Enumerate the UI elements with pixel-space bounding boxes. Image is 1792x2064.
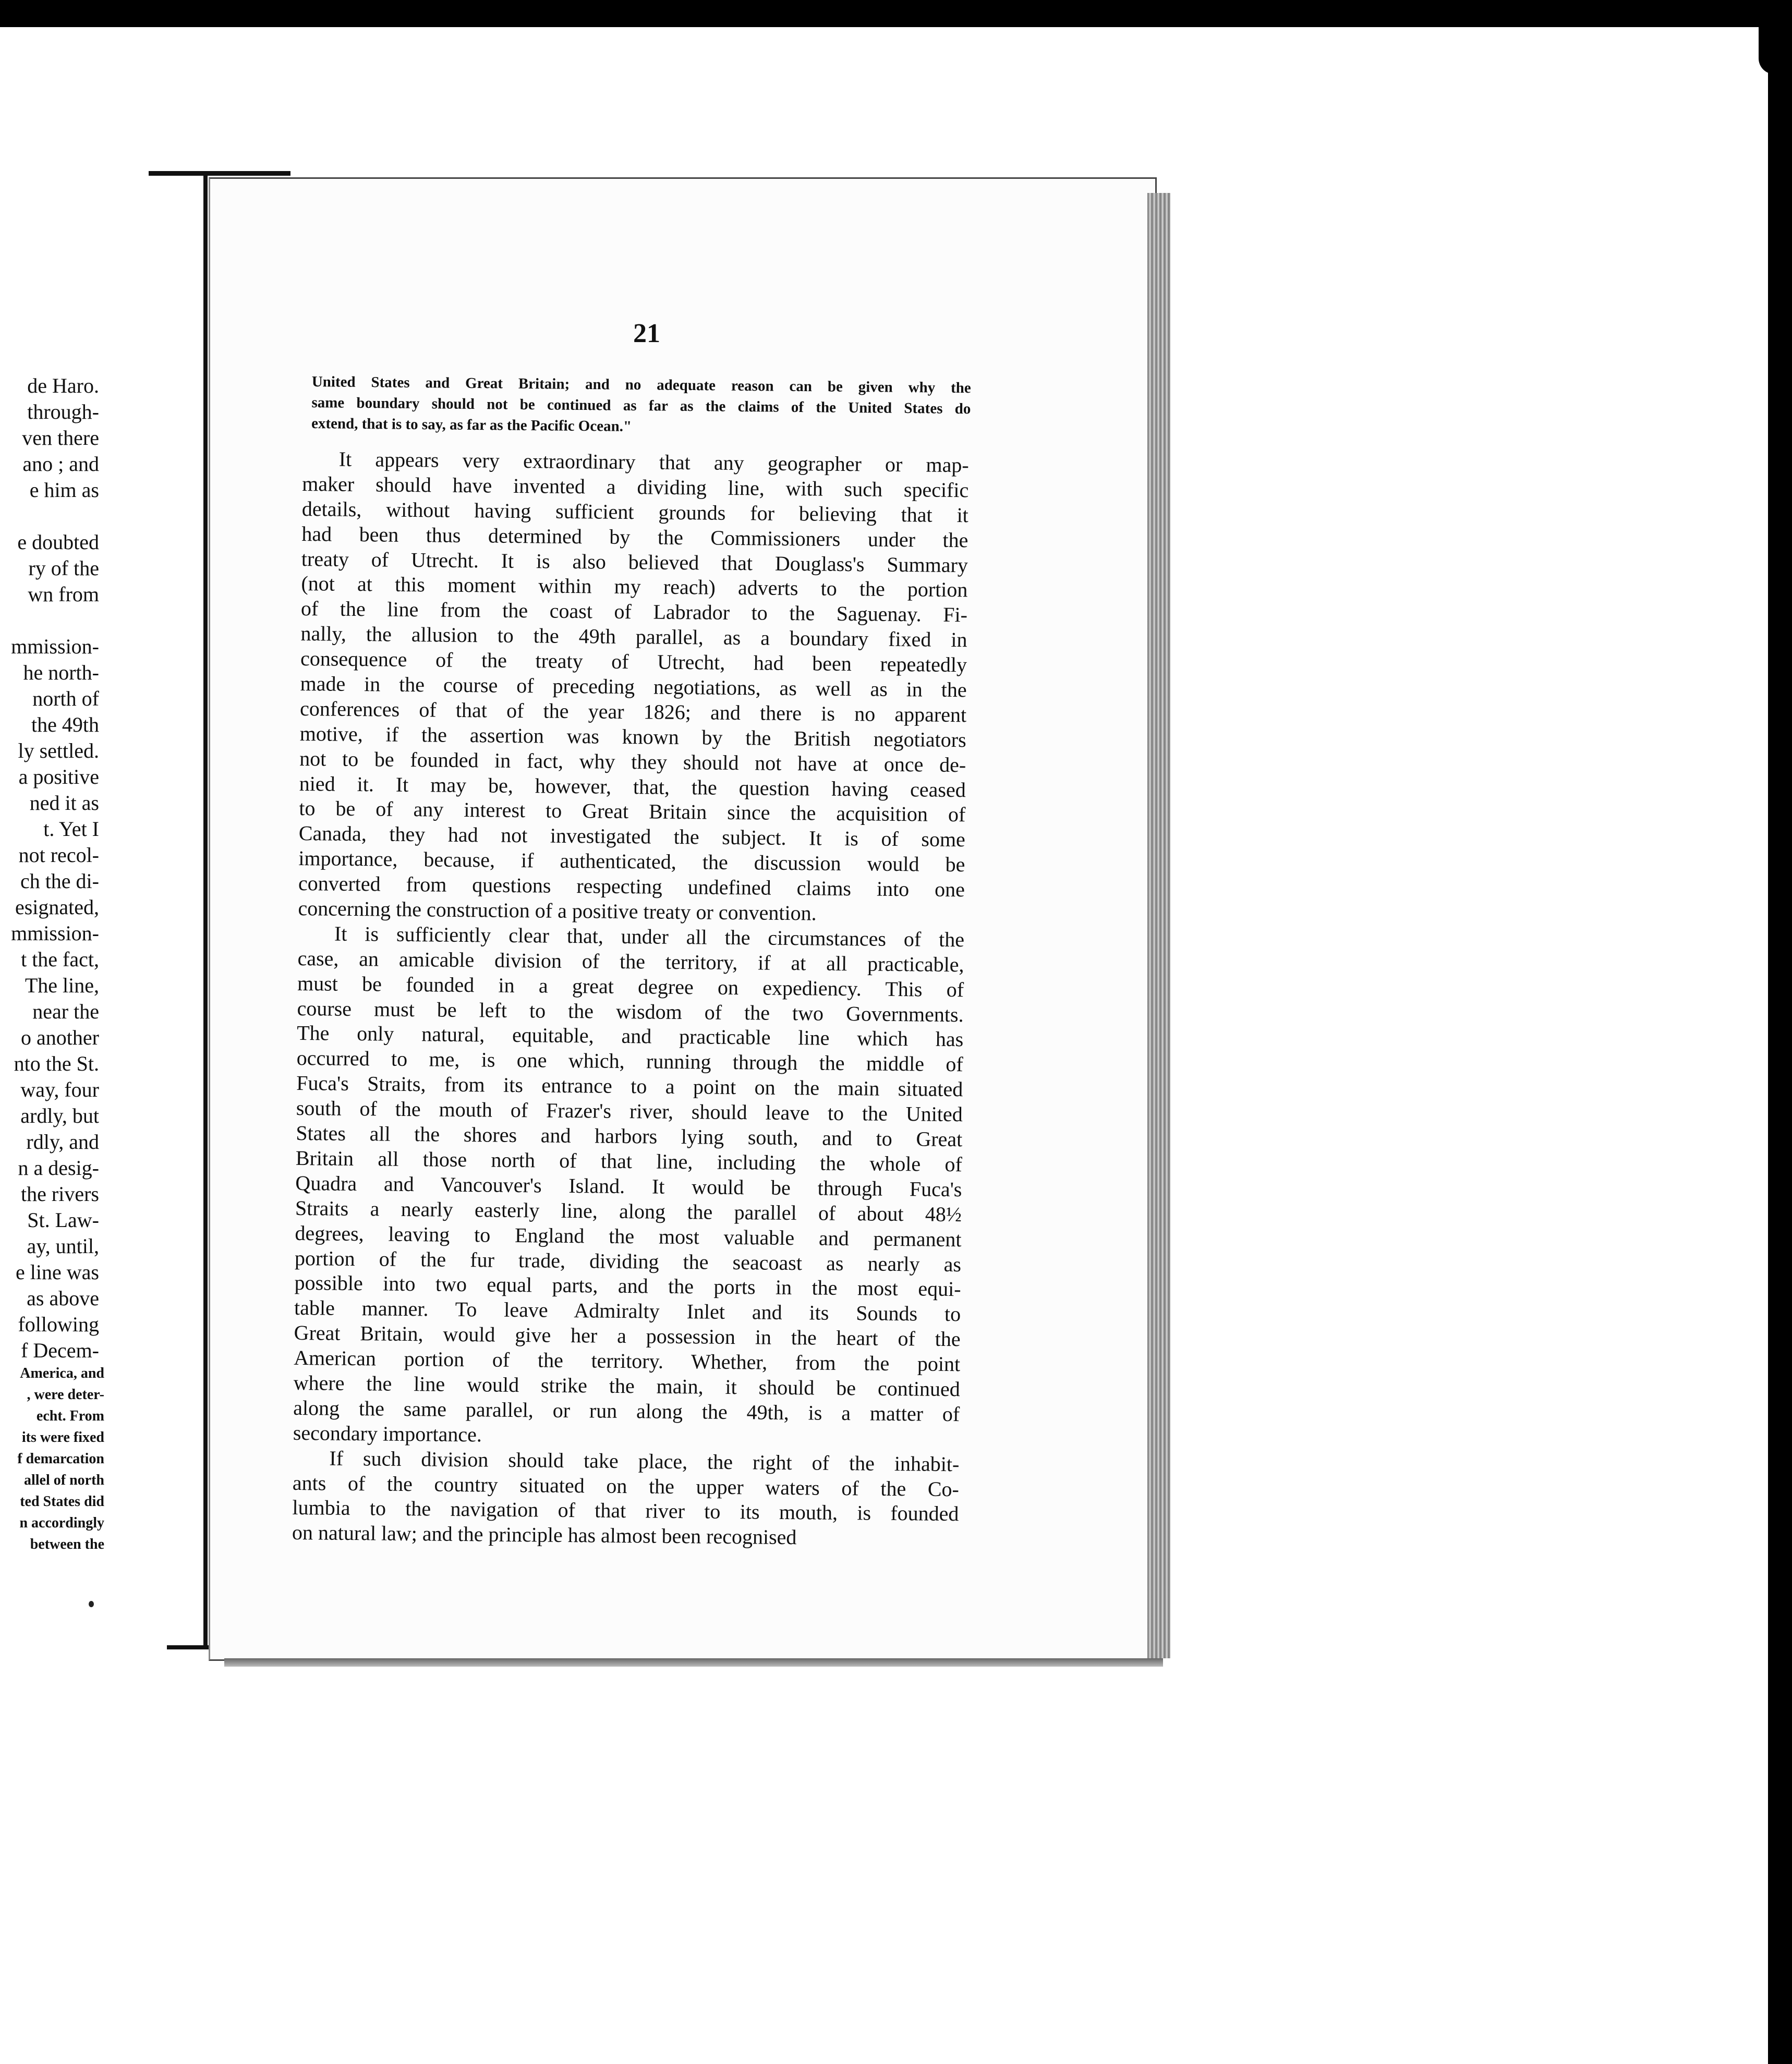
text-line: rdly, and (26, 1130, 99, 1154)
text-line: ano ; and (22, 452, 99, 476)
text-line: near the (32, 1000, 99, 1023)
text-line: concerning the construction of a positive treaty or convention. (298, 896, 817, 925)
text-line: of the line from the coast of Labrador to the Saguenay. Fi- (300, 597, 968, 627)
quoted-footnote-block (311, 371, 971, 440)
text-line: case, an amicable division of the territory, if at all practicable, (297, 946, 964, 977)
text-line: (not at this moment within my reach) adverts to the portion (301, 572, 968, 602)
text-line: ay, until, (27, 1234, 99, 1258)
text-line (0, 503, 99, 529)
text-line: consequence of the treaty of Utrecht, had been repeatedly (300, 647, 967, 677)
text-line: lumbia to the navigation of that river to its mouth, is founded (292, 1496, 959, 1526)
left-page-text-column (0, 373, 99, 1364)
left-page (0, 172, 206, 1632)
text-line: details, without having sufficient grounds for believing that it (301, 496, 969, 527)
text-line: Fuca's Straits, from its entrance to a point on the main situated (296, 1071, 963, 1101)
text-line: ants of the country situated on the upper waters of the Co- (292, 1471, 960, 1501)
text-line: f demarcation (17, 1451, 104, 1467)
text-line: ry of the (28, 556, 99, 580)
text-line: American portion of the territory. Whether, from the point (294, 1345, 961, 1376)
page-stack-bottom (224, 1658, 1163, 1667)
text-line: It appears very extraordinary that any geographer or map- (338, 447, 969, 477)
text-line: maker should have invented a dividing line, with such specific (302, 471, 969, 502)
binding-gutter (203, 172, 208, 1648)
text-line: Great Britain, would give her a possession in the heart of the (294, 1321, 961, 1351)
text-line: had been thus determined by the Commissioners under the (301, 521, 968, 552)
text-line: echt. From (36, 1408, 104, 1424)
text-line: to be of any interest to Great Britain since the acquisition of (299, 796, 966, 827)
text-line: America, and (20, 1365, 104, 1381)
text-line: mmission- (11, 635, 99, 658)
body-text-block (292, 446, 969, 1551)
text-line: St. Law- (27, 1208, 99, 1232)
text-line: ned it as (29, 791, 99, 815)
text-line: table manner. To leave Admiralty Inlet and its Sounds to (294, 1296, 961, 1326)
scan-right-border (1768, 0, 1792, 2064)
text-line: south of the mouth of Frazer's river, should leave to the United (296, 1096, 963, 1126)
text-line: course must be left to the wisdom of the two Governments. (297, 996, 964, 1026)
text-line: made in the course of preceding negotiations, as well as in the (300, 671, 967, 702)
text-line: occurred to me, is one which, running through the middle of (296, 1046, 963, 1076)
text-line: degrees, leaving to England the most valuable and permanent (295, 1221, 962, 1251)
text-line: allel of north (24, 1472, 104, 1488)
text-line: through- (27, 400, 99, 423)
text-line: It is sufficiently clear that, under all the circumstances of the (334, 921, 965, 952)
text-line: e him as (29, 478, 99, 502)
text-line: States all the shores and harbors lying south, and to Great (296, 1121, 963, 1151)
text-line: t the fact, (21, 948, 99, 971)
text-line: e line was (16, 1260, 99, 1284)
text-line: between the (30, 1536, 104, 1552)
text-line: nto the St. (14, 1052, 99, 1075)
text-line: e doubted (17, 530, 99, 554)
text-line: ardly, but (20, 1104, 99, 1127)
text-line: nied it. It may be, however, that, the question having ceased (299, 771, 966, 802)
text-line: north of (32, 687, 99, 710)
text-line: If such division should take place, the right of the inhabit- (329, 1446, 960, 1476)
text-line: secondary importance. (293, 1420, 482, 1447)
text-line: ch the di- (20, 869, 99, 893)
text-line: o another (21, 1026, 99, 1049)
text-line: must be founded in a great degree on expediency. This of (297, 971, 964, 1001)
text-line: the 49th (31, 713, 99, 736)
text-line: wn from (28, 582, 99, 606)
text-line: t. Yet I (43, 817, 99, 841)
text-line: esignated, (15, 895, 99, 919)
text-line: converted from questions respecting undefined claims into one (298, 871, 965, 902)
text-line: United States and Great Britain; and no adequate reason can be given why the (311, 373, 971, 397)
text-line: way, four (20, 1078, 99, 1101)
text-line: nally, the allusion to the 49th parallel, as a boundary fixed in (300, 622, 967, 652)
text-line: de Haro. (27, 374, 99, 397)
text-line: where the line would strike the main, it should be continued (293, 1370, 960, 1401)
page-stack-edge (1147, 193, 1170, 1658)
text-line: ted States did (20, 1494, 104, 1510)
text-line: he north- (23, 661, 99, 684)
text-line: along the same parallel, or run along the 49th, is a matter of (293, 1395, 960, 1426)
text-line: its were fixed (21, 1429, 104, 1446)
text-line: f Decem- (21, 1339, 99, 1362)
ink-spot (89, 1601, 94, 1607)
left-page-footnote-column (0, 1363, 104, 1555)
text-line: ven there (22, 426, 99, 450)
text-line: mmission- (11, 921, 99, 945)
text-line: not to be founded in fact, why they should not have at once de- (299, 746, 966, 776)
page-number: 21 (633, 319, 660, 348)
text-line: as above (27, 1286, 99, 1310)
text-line: portion of the fur trade, dividing the seacoast as nearly as (294, 1246, 962, 1276)
text-line: extend, that is to say, as far as the Pacific Ocean." (311, 415, 632, 435)
binding-edge-top (149, 171, 290, 176)
text-line: the rivers (21, 1182, 99, 1206)
text-line: on natural law; and the principle has almost been recognised (292, 1521, 797, 1549)
text-line: a positive (18, 765, 99, 788)
text-line: The only natural, equitable, and practicable line which has (296, 1021, 964, 1051)
text-line: Quadra and Vancouver's Island. It would be through Fuca's (295, 1171, 962, 1201)
text-line: ly settled. (18, 739, 99, 762)
text-line: same boundary should not be continued as far as the claims of the United States do (311, 394, 971, 418)
text-line (0, 608, 99, 634)
text-line: The line, (25, 974, 99, 997)
text-line: motive, if the assertion was known by the British negotiators (299, 721, 966, 752)
text-line: , were deter- (27, 1387, 104, 1403)
text-line: not recol- (18, 843, 99, 867)
text-line: possible into two equal parts, and the ports in the most equi- (294, 1271, 961, 1301)
text-line: following (18, 1313, 99, 1336)
text-line: Britain all those north of that line, including the whole of (295, 1146, 963, 1176)
text-line: Straits a nearly easterly line, along the parallel of about 48½ (295, 1196, 962, 1226)
text-line: importance, because, if authenticated, the discussion would be (298, 846, 965, 877)
scan-top-border (0, 0, 1792, 27)
text-line: conferences of that of the year 1826; and there is no apparent (299, 696, 967, 727)
text-line: treaty of Utrecht. It is also believed that Douglass's Summary (301, 547, 968, 577)
text-line: Canada, they had not investigated the subject. It is of some (298, 821, 966, 852)
text-line: n accordingly (19, 1515, 104, 1531)
text-line: n a desig- (18, 1156, 99, 1180)
